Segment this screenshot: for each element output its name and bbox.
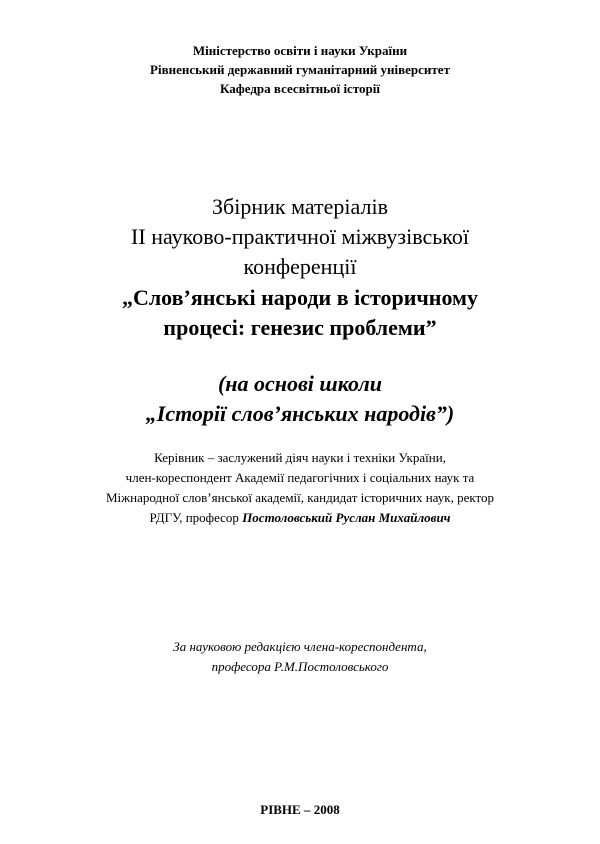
leader-line-1: Керівник – заслужений діяч науки і техніки України,: [154, 450, 446, 465]
editor-line-2: професора Р.М.Постоловського: [211, 659, 389, 674]
ministry-heading: Міністерство освіти і науки України: [192, 43, 408, 58]
collection-line-1: Збірник матеріалів: [212, 194, 388, 219]
department-heading: Кафедра всесвітньої історії: [219, 81, 380, 96]
leader-line-3: Міжнародної слов’янської академії, кандидат історичних наук, ректор: [105, 490, 495, 505]
school-line-2: „Історії слов’янських народів”): [145, 401, 455, 426]
leader-line-4: [0, 508, 600, 527]
place-year: РІВНЕ – 2008: [260, 802, 340, 817]
collection-line-3: конференції: [243, 254, 357, 279]
editor-line-1: За науковою редакцією члена-кореспондента,: [173, 639, 427, 654]
university-heading: Рівненський державний гуманітарний університет: [150, 62, 450, 77]
collection-line-2: ІІ науково-практичної міжвузівської: [131, 224, 469, 249]
conference-title-line-1: „Слов’янські народи в історичному: [121, 285, 479, 310]
school-line-1: (на основі школи: [217, 371, 383, 396]
leader-name: Постоловський Руслан Михайлович: [242, 510, 451, 525]
leader-line-4-prefix: РДГУ, професор: [149, 510, 243, 525]
conference-title-line-2: процесі: генезис проблеми”: [163, 315, 437, 340]
leader-line-2: член-кореспондент Академії педагогічних і соціальних наук та: [125, 470, 475, 485]
